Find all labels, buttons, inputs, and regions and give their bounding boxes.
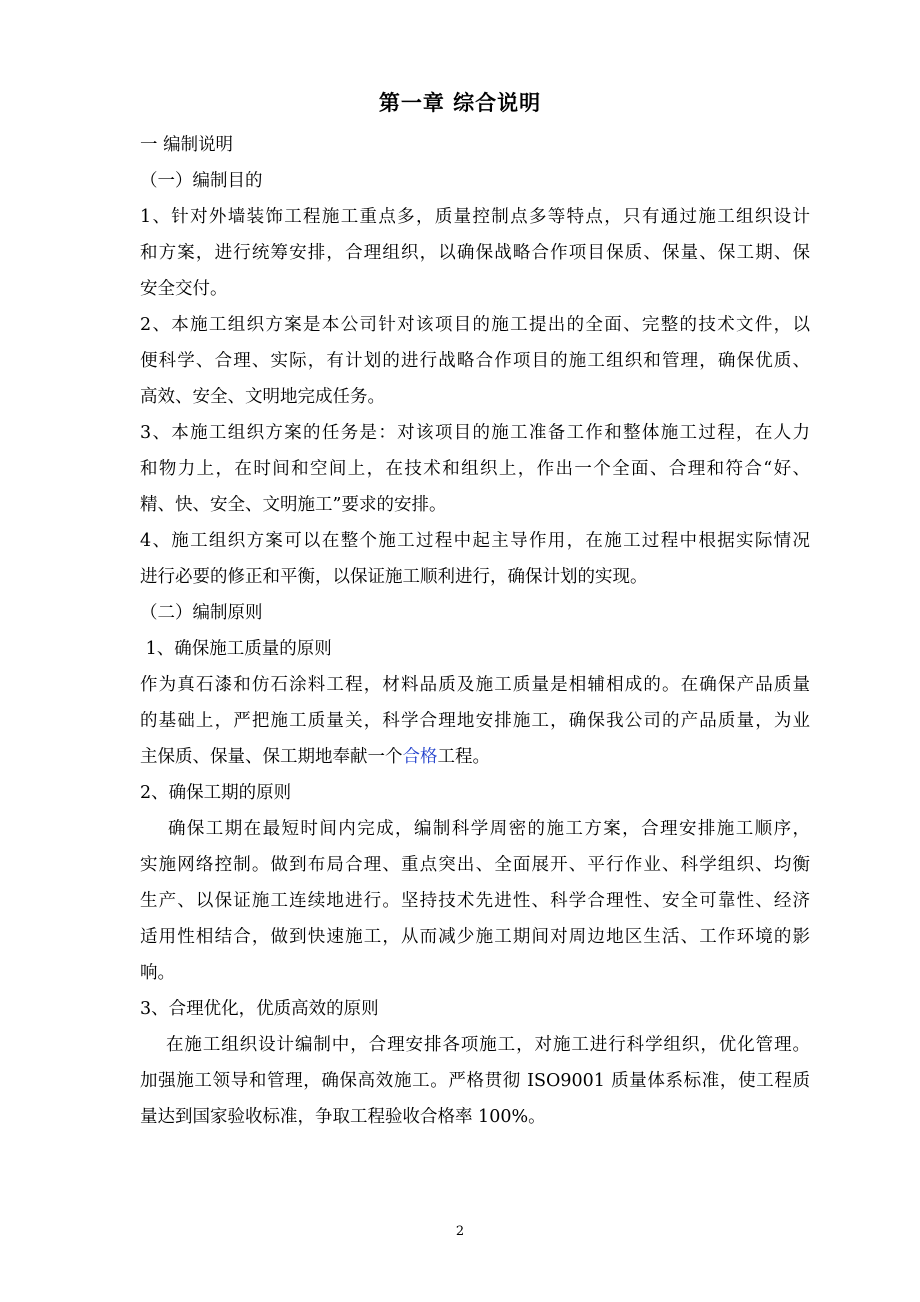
paragraph-line: 量达到国家验收标准，争取工程验收合格率 100%。: [140, 1107, 546, 1127]
paragraph-line: 的基础上，严把施工质量关，科学合理地安排施工，确保我公司的产品质量，为业: [140, 711, 810, 731]
subsection-heading-principles: （二）编制原则: [140, 603, 263, 623]
chapter-title: 第一章 综合说明: [378, 91, 542, 115]
principle-heading-schedule: 2、确保工期的原则: [140, 783, 292, 803]
paragraph-line: 2、本施工组织方案是本公司针对该项目的施工提出的全面、完整的技术文件，以: [140, 315, 810, 335]
paragraph-line: 响。: [140, 963, 175, 983]
paragraph-line: 和物力上，在时间和空间上，在技术和组织上，作出一个全面、合理和符合“好、: [140, 459, 810, 479]
paragraph-line: 3、本施工组织方案的任务是：对该项目的施工准备工作和整体施工过程，在人力: [140, 423, 810, 443]
paragraph-line: 精、快、安全、文明施工”要求的安排。: [140, 495, 447, 515]
paragraph-line: 确保工期在最短时间内完成，编制科学周密的施工方案，合理安排施工顺序，: [140, 819, 810, 839]
paragraph-line: 适用性相结合，做到快速施工，从而减少施工期间对周边地区生活、工作环境的影: [140, 927, 810, 947]
principle-heading-quality: 1、确保施工质量的原则: [140, 639, 332, 659]
qualified-link[interactable]: 合格: [402, 747, 438, 767]
page-number: 2: [455, 1224, 465, 1239]
paragraph-line: 和方案，进行统筹安排，合理组织，以确保战略合作项目保质、保量、保工期、保: [140, 243, 810, 263]
paragraph-line: 进行必要的修正和平衡，以保证施工顺利进行，确保计划的实现。: [140, 567, 648, 587]
section-heading: 一 编制说明: [140, 135, 234, 155]
paragraph-line: 4、施工组织方案可以在整个施工过程中起主导作用，在施工过程中根据实际情况: [140, 531, 810, 551]
paragraph-line: 加强施工领导和管理，确保高效施工。严格贯彻 ISO9001 质量体系标准，使工程质: [140, 1071, 810, 1091]
principle-heading-optimization: 3、合理优化，优质高效的原则: [140, 999, 379, 1019]
paragraph-line: 便科学、合理、实际，有计划的进行战略合作项目的施工组织和管理，确保优质、: [140, 351, 810, 371]
paragraph-line: [140, 740, 810, 774]
subsection-heading-purpose: （一）编制目的: [140, 171, 263, 191]
paragraph-line: 在施工组织设计编制中，合理安排各项施工，对施工进行科学组织，优化管理。: [140, 1035, 810, 1055]
paragraph-line: 作为真石漆和仿石涂料工程，材料品质及施工质量是相辅相成的。在确保产品质量: [140, 675, 810, 695]
paragraph-line: 生产、以保证施工连续地进行。坚持技术先进性、科学合理性、安全可靠性、经济: [140, 891, 810, 911]
text-span: 主保质、保量、保工期地奉献一个: [140, 747, 403, 767]
paragraph-line: 高效、安全、文明地完成任务。: [140, 387, 385, 407]
paragraph-line: 安全交付。: [140, 279, 228, 299]
paragraph-line: 实施网络控制。做到布局合理、重点突出、全面展开、平行作业、科学组织、均衡: [140, 855, 810, 875]
paragraph-line: 1、针对外墙装饰工程施工重点多，质量控制点多等特点，只有通过施工组织设计: [140, 207, 810, 227]
text-span: 工程。: [437, 747, 490, 767]
